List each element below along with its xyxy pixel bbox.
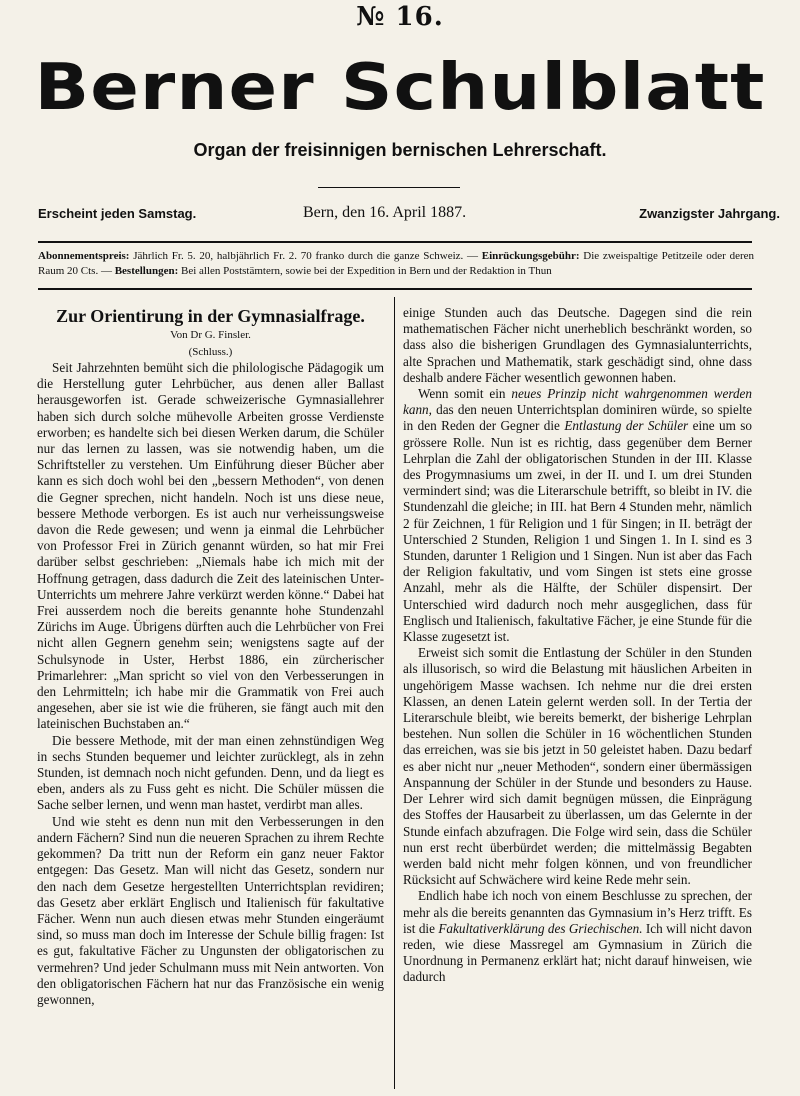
paragraph: Die bessere Methode, mit der man einen zehnstündigen Weg in sechs Stunden bequemer und leichter zurücklegt, als in zehn Stunden, ist demnach noch nicht gefunden. Denn, und da liegt es eben, anders als zu Fuss geht es nicht. Die Schüler müssen die Sache selber lernen, und wenn man hastet, verdirbt man alles. (37, 732, 384, 813)
article-column-left (37, 360, 384, 1008)
paragraph: Seit Jahrzehnten bemüht sich die philologische Pädagogik um die Herstellung guter Lehrbücher, aus denen aller Ballast herausgeworfen ist. Gerade schweizerische Gymnasiallehrer haben sich durch solche mühevolle Arbeiten grosse Verdienste erworben; es handelte sich bei diesen Werken darum, die Schüler nur das lernen zu lassen, was sie notwendig haben, um die Schriftsteller zu verstehen. Um Einführung dieser Bücher aber kann es sich doch wohl bei den „bessern Methoden“, von denen die Gegner sprechen, nicht handeln. Noch ist uns diese neue, bessere Methode verborgen. Es ist auch nur verheissungsweise davon die Rede gewesen; und wenn ja einmal die Lehrbücher von Professor Frei in Zürich genannt würden, so hat mir Frei darüber selbst geschrieben: „Niemals habe ich mich mit der Hoffnung getragen, dass dadurch die Zeit des lateinischen Unter-Unterrichts um mehrere Jahre verkürzt werden könne.“ Dabei hat Frei ausserdem noch die bereits genannte hohe Stundenzahl Zürichs im Auge. Übrigens dürften auch die Lehrbücher von Frei nicht allen Gegnern genehm sein; wenigstens sagte auf der Schulsynode in Uster, Herbst 1886, ein zürcherischer Primarlehrer: „Man spricht so viel von den Verbesserungen in den Lehrmitteln; ich habe mir die Grammatik von Frei auch angesehen, aber sie ist wie die früheren, sie fängt auch mit den lateinischen Buchstaben an.“ (37, 360, 384, 732)
header-rule-top (38, 241, 752, 243)
paragraph (403, 386, 752, 645)
emphasis: Entlastung der Schüler (564, 418, 689, 434)
emphasis: neues Prinzip nicht wahrgenommen werden kann, (403, 386, 752, 418)
subscription-price-label: Abonnementspreis: (38, 250, 130, 262)
paragraph: einige Stunden auch das Deutsche. Dagegen sind die rein mathematischen Fächer nicht unerheblich beschränkt worden, so dass also die bisherigen Grundlagen des Gymnasialunterrichts, alte Sprachen und Mathematik, stark geschädigt sind, ohne dass deshalb andere Fächer wesentlich gewonnen haben. (403, 305, 752, 385)
paragraph: Und wie steht es denn nun mit den Verbesserungen in den andern Fächern? Sind nun die neueren Sprachen zu ihrem Rechte gekommen? Da tritt nun der Reform ein ganz neuer Faktor entgegen: Das Gesetz. Man will nicht das Gesetz, sondern nur den nach dem Gesetze hergestellten Unterrichtsplan revidiren; das Gesetz aber erklärt Englisch und Italienisch für fakultative Fächer. Wenn nun auch diesen etwas mehr Stunden eingeräumt sind, so muss man doch im Interesse der Schule billig fragen: Ist es gut, fakultative Fächer zu Ungunsten der obligatorischen zu vermehren? Und jeder Schulmann muss mit Nein antworten. Von den obligatorischen Fächern hat nur das Französische ein wenig gewonnen, (37, 813, 384, 1007)
text-run: das den neuen Unterrichtsplan dominiren würde, so spielte in den Reden der Gegner die (403, 402, 752, 434)
header-rule-bottom (38, 288, 752, 290)
dateline: Bern, den 16. April 1887. (303, 204, 467, 221)
text-run: Endlich habe ich noch von einem Beschlusse zu sprechen, der mehr als die bereits genannten das Gymnasium in’s Herz trifft. Es ist die (403, 888, 752, 936)
column-divider (394, 297, 395, 1089)
volume-year: Zwanzigster Jahrgang. (639, 206, 780, 221)
ornament-rule (318, 187, 460, 188)
paragraph (403, 888, 752, 985)
text-run: Wenn somit ein (418, 386, 512, 402)
orders-text: Bei allen Poststämtern, sowie bei der Expedition in Bern und der Redaktion in Thun (178, 265, 552, 277)
insertion-fee-label: Einrückungsgebühr: (481, 250, 580, 262)
article-column-right (403, 305, 752, 986)
insertion-fee-text: Die zweispaltige Petitzeile oder deren Raum 20 Cts. — (38, 250, 754, 277)
paragraph: Erweist sich somit die Entlastung der Schüler in den Stunden als illusorisch, so wird die Belastung mit häuslichen Arbeiten in ungehörigem Masse wachsen. Ich nehme nur die drei ersten Klassen, an denen Latein gelernt werden soll. In der Tertia der Literarschule bleibt, wie bereits bemerkt, der bisherige Lehrplan bestehen. Nun sollen die Schüler in 16 wöchentlichen Stunden das erreichen, was sie bis jetzt in 50 geleistet haben. Dazu bedarf es aber nicht nur „neuer Methoden“, sondern einer übermässigen Anspannung der Schüler in der Stunde und besonders zu Hause. Der Lehrer wird sich damit begnügen müssen, die Einprägung des Stoffes der Hausarbeit zu überlassen, um das Gelernte in der Stunde einfach abzufragen. Die Folge wird sein, dass die Schüler nun erst recht überbürdet werden; die mittelmässig Begabten werden bald nicht mehr folgen können, und von freundlicher Rücksicht auf Schwächere wird keine Rede mehr sein. (403, 645, 752, 888)
article-author: Von Dr G. Finsler. (170, 329, 251, 341)
publication-frequency: Erscheint jeden Samstag. (38, 206, 197, 221)
subscription-info (38, 249, 754, 279)
newspaper-subtitle: Organ der freisinnigen bernischen Lehrerschaft. (193, 140, 607, 160)
text-run: eine um so grössere Rolle. Nun ist es richtig, dass gegenüber dem Berner Lehrplan die Zahl der obligatorischen Stunden in der III. Klasse des Progymnasiums um zwei, in der II. und I. um drei Stunden vermindert sind; was die Literarschule betrifft, so bleibt in IV. die Stundenzahl die gleiche; in III. hat Bern 4 Stunden mehr, nämlich 2 für Zeichnen, 1 für Religion und 1 für Singen; in II. beträgt der Unterschied 2 Stunden, Religion 1 und Singen 1. In I. sind es 3 Stunden, darunter 1 Religion und 1 Singen. Nun ist aber das Fach der Religion fakultativ, und vom Singen ist stets eine grosse Anzahl, mehr als die Hälfte, der Schüler dispensirt. Der Unterschied wird dadurch noch mehr ausgeglichen, dass für Englisch und Italienisch, fakultative Fächer, je eine Stunde für die Klasse zugesetzt ist. (403, 418, 753, 645)
issue-number: № 16. (356, 2, 444, 32)
article-title: Zur Orientirung in der Gymnasialfrage. (56, 306, 365, 326)
newspaper-title: Berner Schulblatt (34, 51, 766, 125)
subscription-price-text: Jährlich Fr. 5. 20, halbjährlich Fr. 2. 70 franko durch die ganze Schweiz. — (129, 250, 482, 262)
orders-label: Bestellungen: (114, 265, 179, 277)
emphasis: Fakultativerklärung des Griechischen. (438, 920, 643, 936)
text-run: Ich will nicht davon reden, wie diese Massregel am Gymnasium in Zürich die Unordnung in Permanenz erklärt hat; nicht darauf hinweisen, wie dadurch (403, 920, 752, 985)
article-continuation-note: (Schluss.) (188, 346, 233, 358)
